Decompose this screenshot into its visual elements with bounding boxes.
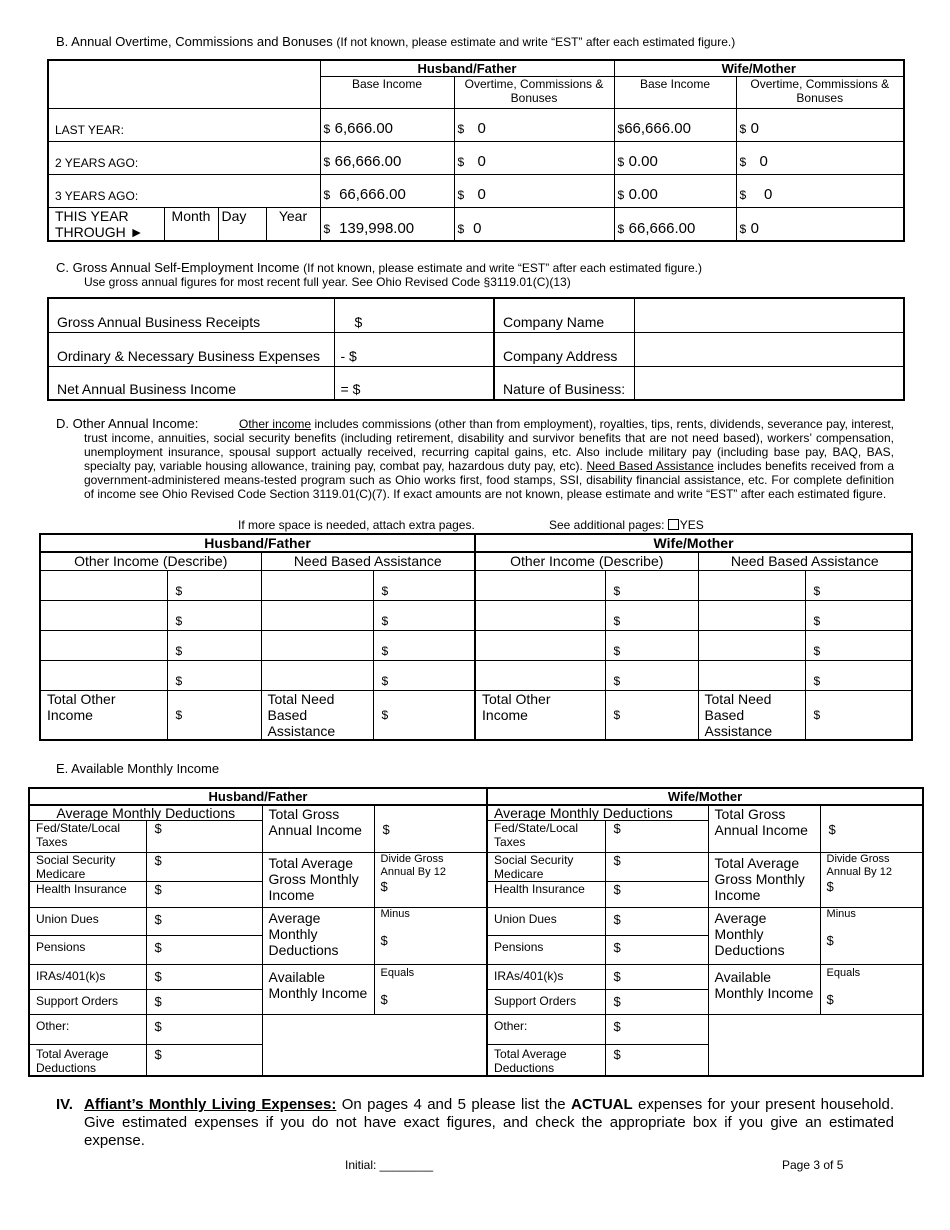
e-w-support-amt[interactable]: $ bbox=[605, 990, 708, 1015]
section-b-title: B. Annual Overtime, Commissions and Bonuses (If not known, please estimate and write “EST” after each estimated figure.) bbox=[56, 34, 736, 49]
d-h-other-header: Other Income (Describe) bbox=[40, 552, 261, 570]
net-income-field[interactable]: = $ bbox=[334, 366, 494, 400]
e-h-total-gross-amt[interactable]: $ bbox=[374, 805, 487, 853]
e-h-health-amt[interactable]: $ bbox=[146, 882, 262, 908]
w-base-2-years[interactable]: $ 0.00 bbox=[614, 142, 736, 175]
section-iv-text: Affiant’s Monthly Living Expenses: On pages 4 and 5 please list the ACTUAL expenses for your present household. Give estimated expenses if you do not have exact figures, and check the appropriate box if you give an estimated expense. bbox=[84, 1096, 895, 1149]
company-name-field[interactable] bbox=[634, 298, 904, 332]
section-d-table bbox=[39, 533, 913, 741]
section-e-title: E. Available Monthly Income bbox=[56, 761, 220, 776]
company-address-label: Company Address bbox=[494, 332, 634, 366]
d-w-need-desc[interactable] bbox=[698, 600, 805, 630]
row-last-year-label: LAST YEAR: bbox=[48, 109, 320, 142]
this-year-day[interactable]: Day bbox=[218, 208, 266, 242]
e-w-health-label: Health Insurance bbox=[487, 882, 605, 908]
w-ot-last-year[interactable]: $ 0 bbox=[736, 109, 904, 142]
e-h-total-avg-amt[interactable]: $ bbox=[146, 1045, 262, 1077]
w-base-last-year[interactable]: $66,666.00 bbox=[614, 109, 736, 142]
e-w-avg-gross-amt[interactable]: Divide Gross Annual By 12 $ bbox=[820, 853, 923, 908]
section-b-wife-header: Wife/Mother bbox=[614, 60, 904, 77]
e-h-avg-ded-label: Average Monthly Deductions bbox=[262, 908, 374, 965]
e-w-other-label: Other: bbox=[487, 1015, 605, 1045]
e-h-support-label: Support Orders bbox=[29, 990, 146, 1015]
e-h-avg-gross-amt[interactable]: Divide Gross Annual By 12 $ bbox=[374, 853, 487, 908]
d-husband-header: Husband/Father bbox=[40, 534, 475, 552]
more-space-note: If more space is needed, attach extra pages. bbox=[238, 518, 475, 532]
d-w-other-desc[interactable] bbox=[475, 570, 605, 600]
e-h-avg-ded-amt[interactable]: Minus $ bbox=[374, 908, 487, 965]
d-wife-header: Wife/Mother bbox=[475, 534, 912, 552]
h-ot-2-years[interactable]: $ 0 bbox=[454, 142, 614, 175]
row-2-years-label: 2 YEARS AGO: bbox=[48, 142, 320, 175]
e-h-avg-ded-header: Average Monthly Deductions bbox=[29, 805, 262, 821]
nature-label: Nature of Business: bbox=[494, 366, 634, 400]
section-c-title: C. Gross Annual Self-Employment Income (If not known, please estimate and write “EST” after each estimated figure.) bbox=[56, 260, 702, 275]
e-w-avail-amt[interactable]: Equals $ bbox=[820, 965, 923, 1015]
company-name-label: Company Name bbox=[494, 298, 634, 332]
d-w-total-other-amt[interactable]: $ bbox=[605, 690, 698, 740]
h-ot-this-year[interactable]: $ 0 bbox=[454, 208, 614, 242]
e-w-union-label: Union Dues bbox=[487, 908, 605, 936]
section-e-table bbox=[28, 787, 924, 1077]
e-w-health-amt[interactable]: $ bbox=[605, 882, 708, 908]
e-h-health-label: Health Insurance bbox=[29, 882, 146, 908]
w-base-3-years[interactable]: $ 0.00 bbox=[614, 175, 736, 208]
d-h-other-desc[interactable] bbox=[40, 630, 167, 660]
h-base-income-header: Base Income bbox=[320, 77, 454, 109]
d-h-total-other-label: Total Other Income bbox=[40, 690, 167, 740]
e-w-avail-label: Available Monthly Income bbox=[708, 965, 820, 1015]
section-c-note: Use gross annual figures for most recent full year. See Ohio Revised Code §3119.01(C)(13) bbox=[84, 275, 571, 289]
d-h-need-desc[interactable] bbox=[261, 630, 373, 660]
d-h-other-amt[interactable]: $ bbox=[167, 660, 261, 690]
h-base-2-years[interactable]: $ 66,666.00 bbox=[320, 142, 454, 175]
d-h-other-desc[interactable] bbox=[40, 600, 167, 630]
section-b-corner bbox=[48, 60, 320, 109]
w-ot-3-years[interactable]: $ 0 bbox=[736, 175, 904, 208]
net-income-label: Net Annual Business Income bbox=[48, 366, 334, 400]
expenses-field[interactable]: - $ bbox=[334, 332, 494, 366]
e-h-taxes-label: Fed/State/Local Taxes bbox=[29, 821, 146, 853]
gross-receipts-label: Gross Annual Business Receipts bbox=[48, 298, 334, 332]
d-w-need-amt[interactable]: $ bbox=[805, 630, 912, 660]
this-year-year[interactable]: Year bbox=[266, 208, 320, 242]
e-w-taxes-amt[interactable]: $ bbox=[605, 821, 708, 853]
d-w-total-need-amt[interactable]: $ bbox=[805, 690, 912, 740]
d-w-need-amt[interactable]: $ bbox=[805, 660, 912, 690]
d-h-need-amt[interactable]: $ bbox=[373, 660, 475, 690]
e-h-other-label: Other: bbox=[29, 1015, 146, 1045]
gross-receipts-field[interactable]: $ bbox=[334, 298, 494, 332]
w-ot-this-year[interactable]: $ 0 bbox=[736, 208, 904, 242]
e-h-total-avg-label: Total Average Deductions bbox=[29, 1045, 146, 1077]
d-h-need-desc[interactable] bbox=[261, 600, 373, 630]
d-w-other-desc[interactable] bbox=[475, 630, 605, 660]
w-ot-header: Overtime, Commissions & Bonuses bbox=[736, 77, 904, 109]
d-h-need-amt[interactable]: $ bbox=[373, 630, 475, 660]
e-h-pensions-amt[interactable]: $ bbox=[146, 936, 262, 965]
e-w-support-label: Support Orders bbox=[487, 990, 605, 1015]
e-w-pensions-amt[interactable]: $ bbox=[605, 936, 708, 965]
e-h-iras-label: IRAs/401(k)s bbox=[29, 965, 146, 990]
h-base-this-year[interactable]: $ 139,998.00 bbox=[320, 208, 454, 242]
section-iv-number: IV. bbox=[56, 1096, 73, 1113]
e-h-other-amt[interactable]: $ bbox=[146, 1015, 262, 1045]
d-w-need-amt[interactable]: $ bbox=[805, 600, 912, 630]
w-ot-2-years[interactable]: $ 0 bbox=[736, 142, 904, 175]
e-h-avg-gross-label: Total Average Gross Monthly Income bbox=[262, 853, 374, 908]
d-row bbox=[40, 570, 912, 600]
see-additional-pages: See additional pages: YES bbox=[549, 518, 704, 532]
d-w-other-amt[interactable]: $ bbox=[605, 600, 698, 630]
d-h-need-amt[interactable]: $ bbox=[373, 600, 475, 630]
e-h-union-label: Union Dues bbox=[29, 908, 146, 936]
d-row bbox=[40, 630, 912, 660]
d-w-need-header: Need Based Assistance bbox=[698, 552, 912, 570]
yes-checkbox[interactable] bbox=[668, 519, 679, 530]
h-ot-last-year[interactable]: $ 0 bbox=[454, 109, 614, 142]
e-w-avg-ded-amt[interactable]: Minus $ bbox=[820, 908, 923, 965]
e-w-iras-label: IRAs/401(k)s bbox=[487, 965, 605, 990]
d-h-other-amt[interactable]: $ bbox=[167, 630, 261, 660]
h-base-last-year[interactable]: $ 6,666.00 bbox=[320, 109, 454, 142]
e-h-avail-label: Available Monthly Income bbox=[262, 965, 374, 1015]
e-w-avg-ded-label: Average Monthly Deductions bbox=[708, 908, 820, 965]
e-h-blank bbox=[262, 1015, 487, 1077]
e-w-ss-label: Social Security Medicare bbox=[487, 853, 605, 882]
e-h-pensions-label: Pensions bbox=[29, 936, 146, 965]
e-h-support-amt[interactable]: $ bbox=[146, 990, 262, 1015]
e-w-total-gross-amt[interactable]: $ bbox=[820, 805, 923, 853]
e-h-total-gross-label: Total Gross Annual Income bbox=[262, 805, 374, 853]
d-w-need-amt[interactable]: $ bbox=[805, 570, 912, 600]
e-w-blank bbox=[708, 1015, 923, 1077]
h-ot-header: Overtime, Commissions & Bonuses bbox=[454, 77, 614, 109]
d-w-other-amt[interactable]: $ bbox=[605, 630, 698, 660]
this-year-month[interactable]: Month bbox=[164, 208, 218, 242]
page-number: Page 3 of 5 bbox=[782, 1158, 844, 1172]
d-h-need-desc[interactable] bbox=[261, 570, 373, 600]
e-w-iras-amt[interactable]: $ bbox=[605, 965, 708, 990]
e-w-other-amt[interactable]: $ bbox=[605, 1015, 708, 1045]
e-w-total-avg-amt[interactable]: $ bbox=[605, 1045, 708, 1077]
d-w-other-header: Other Income (Describe) bbox=[475, 552, 698, 570]
d-h-need-header: Need Based Assistance bbox=[261, 552, 475, 570]
d-h-total-need-amt[interactable]: $ bbox=[373, 690, 475, 740]
expenses-label: Ordinary & Necessary Business Expenses bbox=[48, 332, 334, 366]
h-ot-3-years[interactable]: $ 0 bbox=[454, 175, 614, 208]
nature-field[interactable] bbox=[634, 366, 904, 400]
d-w-need-desc[interactable] bbox=[698, 570, 805, 600]
d-h-total-other-amt[interactable]: $ bbox=[167, 690, 261, 740]
e-w-avg-ded-header: Average Monthly Deductions bbox=[487, 805, 708, 821]
company-address-field[interactable] bbox=[634, 332, 904, 366]
d-w-other-desc[interactable] bbox=[475, 600, 605, 630]
d-row bbox=[40, 660, 912, 690]
e-w-avg-gross-label: Total Average Gross Monthly Income bbox=[708, 853, 820, 908]
section-d-title: D. Other Annual Income: bbox=[56, 416, 199, 431]
d-w-other-amt[interactable]: $ bbox=[605, 660, 698, 690]
d-w-need-desc[interactable] bbox=[698, 630, 805, 660]
e-h-taxes-amt[interactable]: $ bbox=[146, 821, 262, 853]
section-b-husband-header: Husband/Father bbox=[320, 60, 614, 77]
e-w-total-avg-label: Total Average Deductions bbox=[487, 1045, 605, 1077]
d-w-need-desc[interactable] bbox=[698, 660, 805, 690]
e-wife-header: Wife/Mother bbox=[487, 788, 923, 805]
e-h-union-amt[interactable]: $ bbox=[146, 908, 262, 936]
e-w-taxes-label: Fed/State/Local Taxes bbox=[487, 821, 605, 853]
d-h-other-desc[interactable] bbox=[40, 660, 167, 690]
e-w-union-amt[interactable]: $ bbox=[605, 908, 708, 936]
w-base-income-header: Base Income bbox=[614, 77, 736, 109]
h-base-3-years[interactable]: $ 66,666.00 bbox=[320, 175, 454, 208]
e-w-pensions-label: Pensions bbox=[487, 936, 605, 965]
d-w-other-desc[interactable] bbox=[475, 660, 605, 690]
e-husband-header: Husband/Father bbox=[29, 788, 487, 805]
d-h-other-amt[interactable]: $ bbox=[167, 600, 261, 630]
d-w-other-amt[interactable]: $ bbox=[605, 570, 698, 600]
section-c-table bbox=[47, 297, 905, 401]
d-w-total-need-label: Total Need Based Assistance bbox=[698, 690, 805, 740]
e-w-ss-amt[interactable]: $ bbox=[605, 853, 708, 882]
d-row bbox=[40, 600, 912, 630]
row-this-year-label: THIS YEAR THROUGH ► bbox=[48, 208, 164, 242]
e-h-avail-amt[interactable]: Equals $ bbox=[374, 965, 487, 1015]
d-h-need-desc[interactable] bbox=[261, 660, 373, 690]
row-3-years-label: 3 YEARS AGO: bbox=[48, 175, 320, 208]
d-h-total-need-label: Total Need Based Assistance bbox=[261, 690, 373, 740]
e-w-total-gross-label: Total Gross Annual Income bbox=[708, 805, 820, 853]
w-base-this-year[interactable]: $ 66,666.00 bbox=[614, 208, 736, 242]
d-h-need-amt[interactable]: $ bbox=[373, 570, 475, 600]
initial-field[interactable]: Initial: ________ bbox=[345, 1158, 434, 1172]
e-h-ss-label: Social Security Medicare bbox=[29, 853, 146, 882]
d-h-other-desc[interactable] bbox=[40, 570, 167, 600]
d-h-other-amt[interactable]: $ bbox=[167, 570, 261, 600]
section-d-paragraph: Other income includes commissions (other than from employment), royalties, tips, rents, dividends, severance pay, interest, trust income, annuities, social security benefits (including retirement, disability and survivor benefits that are not need based), workers’ compensation, unemployment insurance, spousal support actually received, recurring capital gains, etc. Also include military pay (including base pay, BAQ, BAS, specialty pay, variable housing allowance, training pay, combat pay, hazardous duty pay, etc). Need Based Assistance includes benefits received from a government-administered means-tested program such as Ohio works first, food stamps, SSI, disability financial assistance, etc. For complete definition of income see Ohio Revised Code Section 3119.01(C)(7). If exact amounts are not known, please estimate and write “EST” after each estimated figure. bbox=[84, 417, 895, 501]
d-w-total-other-label: Total Other Income bbox=[475, 690, 605, 740]
e-h-ss-amt[interactable]: $ bbox=[146, 853, 262, 882]
section-b-table bbox=[47, 59, 905, 242]
e-h-iras-amt[interactable]: $ bbox=[146, 965, 262, 990]
